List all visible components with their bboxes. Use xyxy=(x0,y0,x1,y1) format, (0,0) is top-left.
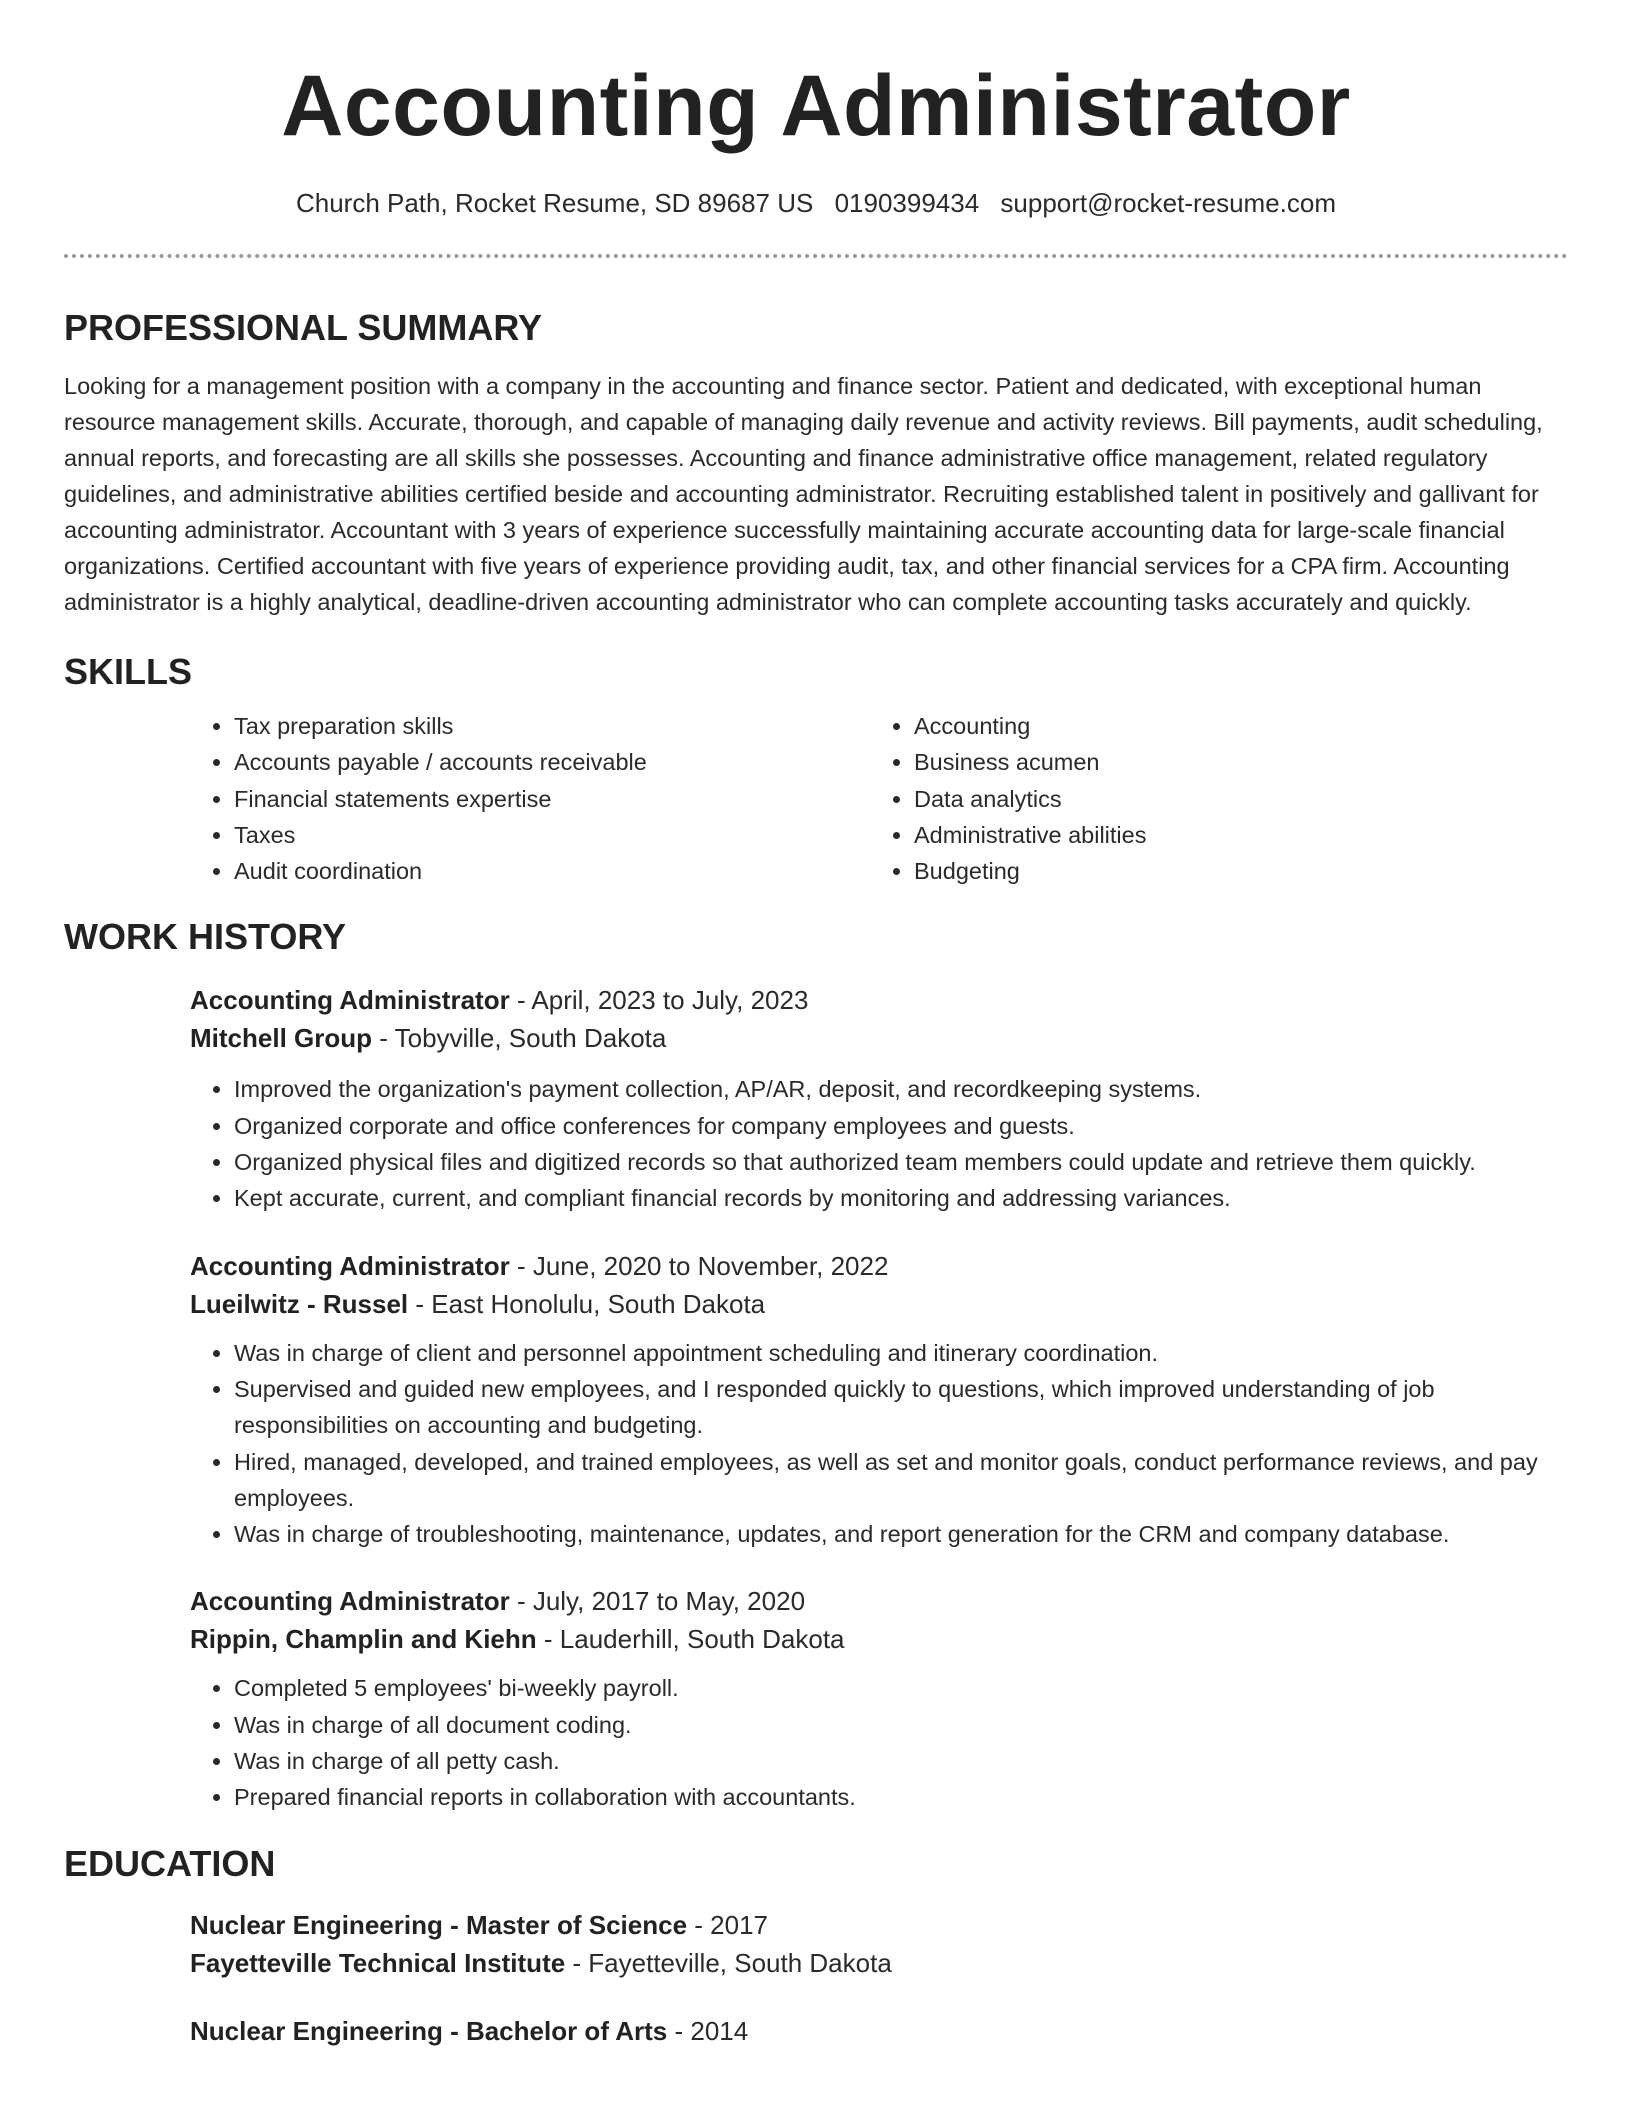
job-location: - Lauderhill, South Dakota xyxy=(536,1624,845,1655)
job-role: Accounting Administrator xyxy=(190,985,510,1016)
job-company-line xyxy=(190,1285,1568,1323)
skills-list-left xyxy=(190,708,870,889)
skill-item: • Financial statements expertise xyxy=(234,781,870,817)
job-bullets xyxy=(190,1071,1568,1216)
skill-item: • Budgeting xyxy=(914,853,1568,889)
degree-year: - 2014 xyxy=(667,2015,749,2046)
job-dates: - April, 2023 to July, 2023 xyxy=(509,985,809,1016)
skill-item: • Taxes xyxy=(234,817,870,853)
summary-section xyxy=(64,306,1568,620)
skills-section xyxy=(64,650,1568,889)
contact-phone: 0190399434 xyxy=(834,188,980,218)
header-divider xyxy=(64,254,1568,258)
job-company: Lueilwitz - Russel xyxy=(190,1288,409,1319)
job-dates: - July, 2017 to May, 2020 xyxy=(509,1586,806,1617)
job-entry xyxy=(190,981,1568,1216)
skills-heading: SKILLS xyxy=(64,651,193,692)
job-company-line xyxy=(190,1019,1568,1057)
degree-line xyxy=(190,1906,1568,1944)
skill-item: • Tax preparation skills xyxy=(234,708,870,744)
degree: Nuclear Engineering - Master of Science xyxy=(190,1909,688,1940)
job-entry xyxy=(190,1582,1568,1815)
skill-item: • Accounts payable / accounts receivable xyxy=(234,744,870,780)
job-bullet: • Prepared financial reports in collaboration with accountants. xyxy=(234,1779,1568,1815)
job-bullet: • Was in charge of all document coding. xyxy=(234,1707,1568,1743)
job-bullet: • Was in charge of client and personnel appointment scheduling and itinerary coordination. xyxy=(234,1335,1568,1371)
job-role: Accounting Administrator xyxy=(190,1586,510,1617)
job-title-line xyxy=(190,1582,1568,1620)
job-title-line xyxy=(190,1247,1568,1285)
school-line xyxy=(190,1944,1568,1982)
skill-item: • Data analytics xyxy=(914,781,1568,817)
school-location: - Fayetteville, South Dakota xyxy=(565,1947,892,1978)
degree-line xyxy=(190,2012,1568,2050)
job-bullet: • Hired, managed, developed, and trained employees, as well as set and monitor goals, conduct performance reviews, and pay employees. xyxy=(234,1444,1568,1517)
school: Fayetteville Technical Institute xyxy=(190,1947,566,1978)
skills-grid xyxy=(190,708,1568,889)
job-company-line xyxy=(190,1620,1568,1658)
contact-line xyxy=(64,186,1568,220)
job-location: - Tobyville, South Dakota xyxy=(372,1023,667,1054)
job-bullet: • Organized physical files and digitized records so that authorized team members could update and retrieve them quickly. xyxy=(234,1144,1568,1180)
job-bullets xyxy=(190,1335,1568,1553)
job-entry xyxy=(190,1247,1568,1553)
job-bullet: • Supervised and guided new employees, and I responded quickly to questions, which improved understanding of job responsibilities on accounting and budgeting. xyxy=(234,1371,1568,1444)
work-heading: WORK HISTORY xyxy=(64,916,347,958)
degree: Nuclear Engineering - Bachelor of Arts xyxy=(190,2015,668,2046)
job-company: Mitchell Group xyxy=(190,1023,372,1054)
job-title-line xyxy=(190,981,1568,1019)
job-bullet: • Was in charge of troubleshooting, maintenance, updates, and report generation for the CRM and company database. xyxy=(234,1516,1568,1552)
job-dates: - June, 2020 to November, 2022 xyxy=(509,1250,889,1281)
summary-heading: PROFESSIONAL SUMMARY xyxy=(64,307,543,348)
candidate-name: Accounting Administrator xyxy=(281,58,1351,154)
job-bullets xyxy=(190,1670,1568,1815)
job-company: Rippin, Champlin and Kiehn xyxy=(190,1624,537,1655)
summary-text: Looking for a management position with a company in the accounting and finance sector. Patient and dedicated, with exceptional human resource management skills. Accurate, thorough, and capable of managing daily revenue and activity reviews. Bill payments, audit scheduling, annual reports, and forecasting are all skills she possesses. Accounting and finance administrative office management, related regulatory guidelines, and administrative abilities certified beside and accounting administrator. Recruiting established talent in positively and gallivant for accounting administrator. Accountant with 3 years of experience successfully maintaining accurate accounting data for large-scale financial organizations. Certified accountant with five years of experience providing audit, tax, and other financial services for a CPA firm. Accounting administrator is a highly analytical, deadline-driven accounting administrator who can complete accounting tasks accurately and quickly. xyxy=(64,373,1543,615)
education-section xyxy=(64,1842,1568,2050)
skill-item: • Audit coordination xyxy=(234,853,870,889)
education-entry xyxy=(190,2012,1568,2050)
contact-email[interactable]: support@rocket-resume.com xyxy=(1000,188,1337,218)
education-heading: EDUCATION xyxy=(64,1842,276,1884)
education-entry xyxy=(190,1906,1568,1982)
skill-item: • Business acumen xyxy=(914,744,1568,780)
job-location: - East Honolulu, South Dakota xyxy=(408,1288,766,1319)
resume-header xyxy=(64,0,1568,258)
job-bullet: • Completed 5 employees' bi-weekly payroll. xyxy=(234,1670,1568,1706)
contact-address: Church Path, Rocket Resume, SD 89687 US xyxy=(295,188,814,218)
skill-item: • Accounting xyxy=(914,708,1568,744)
skill-item: • Administrative abilities xyxy=(914,817,1568,853)
job-bullet: • Improved the organization's payment collection, AP/AR, deposit, and recordkeeping systems. xyxy=(234,1071,1568,1107)
job-bullet: • Kept accurate, current, and compliant financial records by monitoring and addressing variances. xyxy=(234,1180,1568,1216)
degree-year: - 2017 xyxy=(687,1909,768,1940)
skills-list-right xyxy=(870,708,1568,889)
job-bullet: • Organized corporate and office conferences for company employees and guests. xyxy=(234,1108,1568,1144)
job-bullet: • Was in charge of all petty cash. xyxy=(234,1743,1568,1779)
work-section xyxy=(64,915,1568,1815)
job-role: Accounting Administrator xyxy=(190,1250,510,1281)
